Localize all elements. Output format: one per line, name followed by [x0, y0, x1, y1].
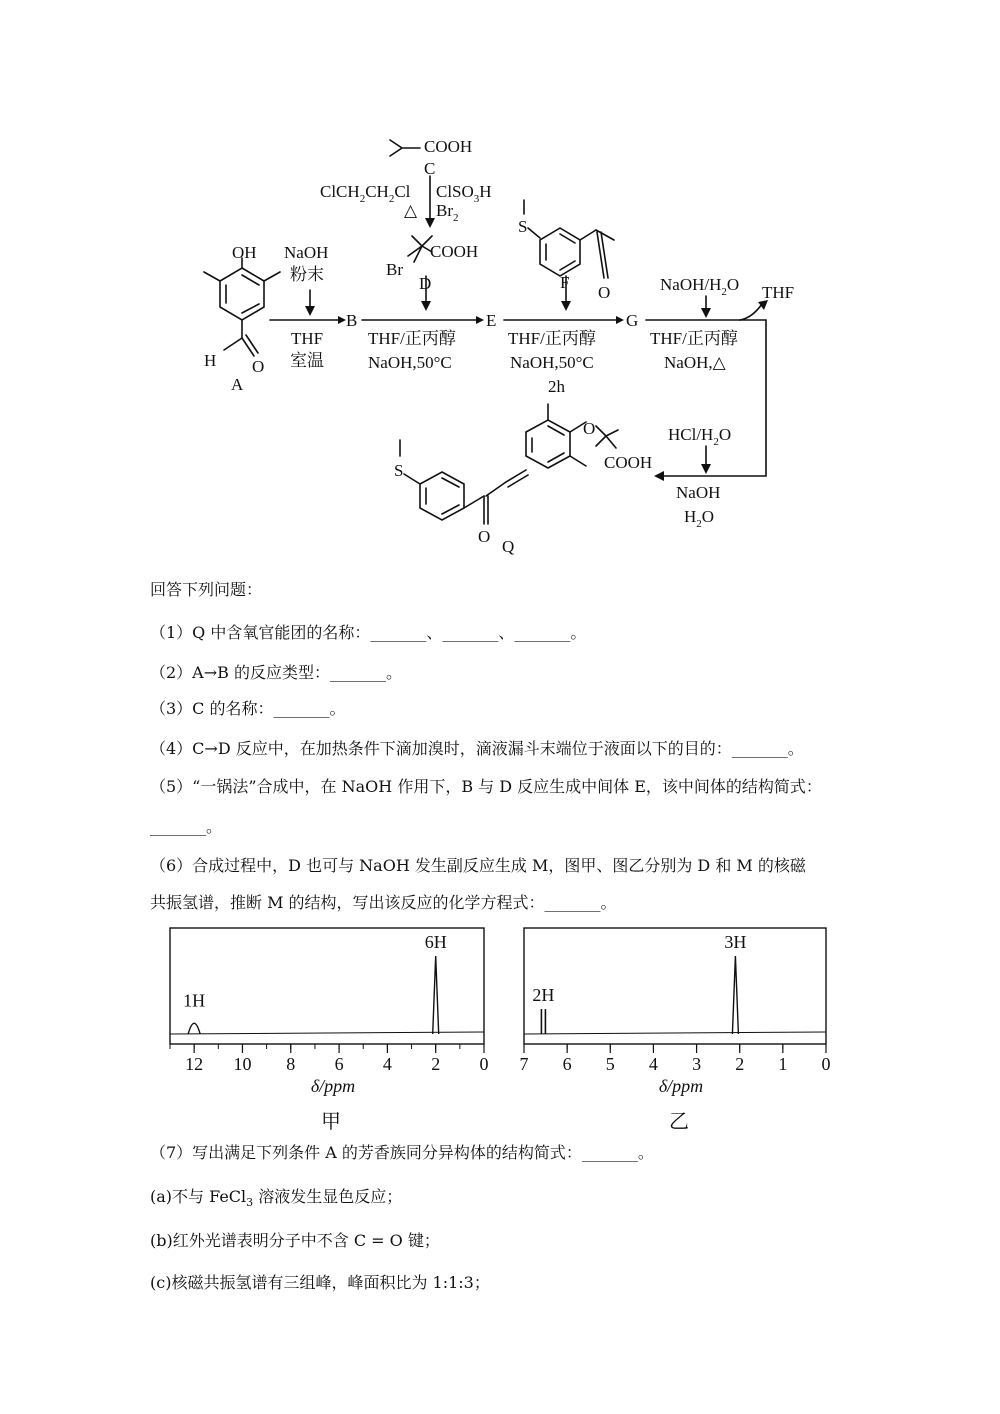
d-label: D	[419, 274, 432, 293]
nmr-peak	[433, 956, 439, 1034]
plot-frame	[524, 928, 826, 1044]
condition-a: (a)不与 FeCl$_3$ 溶液发生显色反应；	[150, 1187, 403, 1210]
tick-label: 12	[185, 1054, 204, 1074]
question-1: （1）Q 中含氧官能团的名称：_______、_______、_______。	[150, 623, 587, 642]
q-ether-o: O	[583, 419, 596, 438]
br2-reagent: Br	[436, 201, 453, 220]
q-carbonyl-o: O	[478, 527, 491, 546]
tick-label: 7	[519, 1054, 529, 1074]
question-6-line1: （6）合成过程中，D 也可与 NaOH 发生副反应生成 M，图甲、图乙分别为 D 和 M 的核磁	[150, 856, 806, 875]
tick-label: 2	[431, 1054, 441, 1074]
d-br: Br	[386, 260, 403, 279]
step4-conditions: NaOH,△	[664, 353, 726, 372]
tick-label: 8	[286, 1054, 296, 1074]
f-o: O	[598, 283, 611, 302]
question-5-line2: _______。	[150, 817, 223, 836]
c-label: C	[424, 159, 436, 178]
tick-label: 1	[778, 1054, 788, 1074]
question-2: （2）A→B 的反应类型：_______。	[150, 663, 402, 682]
tick-label: 3	[692, 1054, 702, 1074]
tick-label: 5	[605, 1054, 615, 1074]
step3-conditions: NaOH,50°C	[510, 353, 594, 372]
reagent-clso3h: ClSO	[436, 182, 474, 201]
question-3: （3）C 的名称：_______。	[150, 699, 346, 718]
step3-time: 2h	[548, 377, 565, 396]
heat-symbol: △	[404, 201, 418, 220]
step1-powder: 粉末	[290, 265, 324, 284]
nmr-peak	[732, 956, 738, 1034]
x-axis-label: δ/ppm	[658, 1076, 704, 1096]
question-6-line2: 共振氢谱，推断 M 的结构，写出该反应的化学方程式：_______。	[150, 893, 617, 912]
condition-b: (b)红外光谱表明分子中不含 C = O 键；	[150, 1231, 440, 1250]
step1-thf: THF	[291, 329, 324, 348]
svg-text:ClSO3H: ClSO$_3$H	[436, 182, 492, 205]
x-axis-label: δ/ppm	[310, 1076, 356, 1096]
tick-label: 2	[735, 1054, 745, 1074]
baseline	[524, 1032, 826, 1034]
step1-naoh: NaOH	[284, 243, 329, 262]
e-label: E	[486, 311, 497, 330]
nmr-spectrum-jia	[170, 928, 489, 1133]
q-cooh: COOH	[604, 453, 653, 472]
q-label: Q	[502, 537, 515, 556]
svg-text:H2O: $H_2O$	[684, 507, 715, 530]
question-4: （4）C→D 反应中，在加热条件下滴加溴时，滴液漏斗末端位于液面以下的目的：_______。	[150, 739, 804, 758]
peak-label: 3H	[724, 932, 747, 952]
tick-label: 0	[479, 1054, 489, 1074]
reaction-scheme	[0, 0, 1000, 570]
peak-label: 1H	[183, 990, 206, 1011]
tick-label: 0	[821, 1054, 831, 1074]
baseline	[170, 1032, 484, 1034]
step3-solvent: THF/正丙醇	[508, 329, 596, 348]
reagent-dce-1: ClCH	[320, 182, 360, 201]
spectrum-caption: 乙	[669, 1111, 689, 1133]
f-label: F	[560, 273, 570, 292]
nmr-peak	[188, 1023, 200, 1034]
step4-thf: THF	[762, 283, 795, 302]
step5-hcl: HCl/H	[668, 425, 714, 444]
a-h: H	[204, 351, 217, 370]
step1-rt: 室温	[290, 351, 324, 370]
svg-text:HCl/H2O: HCl/$H_2O$	[668, 425, 732, 448]
questions-intro: 回答下列问题：	[150, 580, 263, 599]
spectrum-caption: 甲	[321, 1111, 341, 1133]
a-oh: OH	[232, 243, 257, 262]
question-5-line1: （5）“一锅法”合成中，在 NaOH 作用下，B 与 D 反应生成中间体 E，该中间体的结构简式：	[150, 777, 822, 796]
step2-conditions: NaOH,50°C	[368, 353, 452, 372]
condition-c: (c)核磁共振氢谱有三组峰，峰面积比为 1:1:3；	[150, 1273, 490, 1292]
question-7: （7）写出满足下列条件 A 的芳香族同分异构体的结构简式：_______。	[150, 1143, 654, 1162]
peak-label: 6H	[424, 932, 447, 952]
b-label: B	[346, 311, 358, 330]
tick-label: 4	[648, 1054, 658, 1074]
step4-reagent: NaOH/H	[660, 275, 722, 294]
tick-label: 6	[334, 1054, 344, 1074]
plot-frame	[170, 928, 484, 1044]
g-label: G	[626, 311, 639, 330]
step2-solvent: THF/正丙醇	[368, 329, 456, 348]
a-o: O	[252, 357, 265, 376]
a-label: A	[231, 375, 244, 394]
step5-naoh: NaOH	[676, 483, 721, 502]
tick-label: 4	[382, 1054, 392, 1074]
svg-text:NaOH/H2O: NaOH/$H_2O$	[660, 275, 740, 298]
tick-label: 6	[562, 1054, 572, 1074]
nmr-spectrum-yi	[520, 928, 831, 1133]
svg-text:Br2: $Br_2$	[436, 201, 459, 224]
svg-text:ClCH2CH2Cl: $ClCH_2CH_2Cl$	[320, 182, 411, 205]
step4-solvent: THF/正丙醇	[650, 329, 738, 348]
d-cooh: COOH	[430, 242, 479, 261]
f-s: S	[518, 217, 528, 236]
q-s: S	[394, 461, 404, 480]
step5-water: H	[684, 507, 697, 526]
peak-label: 2H	[532, 985, 555, 1006]
c-cooh: COOH	[424, 137, 473, 156]
tick-label: 10	[233, 1054, 252, 1074]
